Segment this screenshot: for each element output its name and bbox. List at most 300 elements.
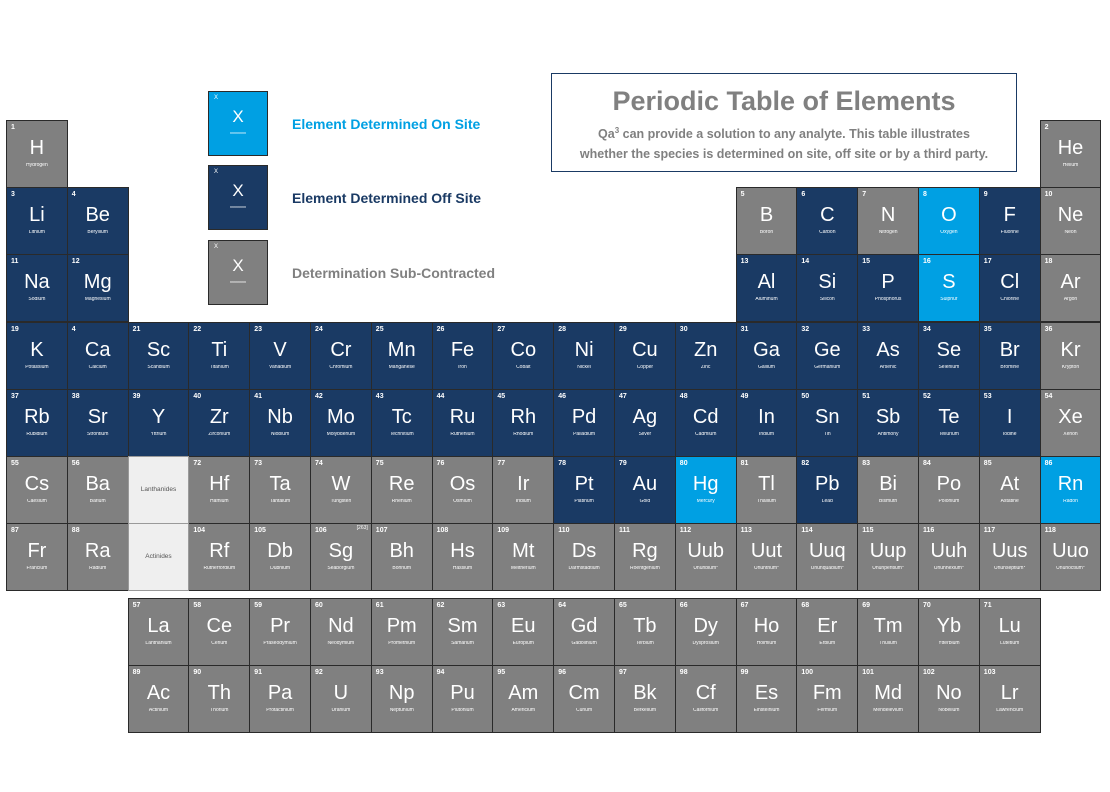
- element-name: Chlorine: [1000, 297, 1019, 302]
- element-symbol: Sr: [87, 406, 108, 428]
- element-symbol: Pm: [386, 615, 417, 637]
- element-cell-cm[interactable]: [553, 665, 615, 733]
- legend-swatch-onsite: [208, 91, 268, 156]
- element-cell-cd[interactable]: [675, 389, 737, 457]
- element-cell-kr[interactable]: [1040, 322, 1102, 390]
- element-symbol: I: [1006, 406, 1013, 428]
- element-cell-sb[interactable]: [857, 389, 919, 457]
- element-symbol: Uus: [991, 540, 1028, 562]
- element-cell-es[interactable]: [736, 665, 798, 733]
- element-name: Fluorine: [1000, 230, 1019, 235]
- element-cell-dy[interactable]: [675, 598, 737, 666]
- element-name: Meitnerium: [510, 566, 536, 571]
- element-symbol: Cm: [568, 682, 600, 704]
- element-name: Berkelium: [633, 708, 657, 713]
- atomic-number: 9: [983, 191, 988, 198]
- element-name: Ruthenium: [450, 432, 475, 437]
- element-name: Antimony: [877, 432, 899, 437]
- element-cell-uus[interactable]: [979, 523, 1041, 591]
- atomic-number: 1: [11, 124, 15, 131]
- element-symbol: Kr: [1060, 339, 1081, 361]
- element-name: Calcium: [88, 365, 107, 370]
- element-cell-rh[interactable]: [492, 389, 554, 457]
- atomic-number: 26: [436, 326, 445, 333]
- element-name: Einsteinium: [753, 708, 780, 713]
- element-symbol: B: [759, 204, 774, 226]
- element-symbol: Fm: [812, 682, 842, 704]
- element-cell-h[interactable]: [6, 120, 68, 188]
- atomic-number: 117: [983, 527, 996, 534]
- atomic-number: 3: [11, 191, 15, 198]
- element-name: Neodymium: [327, 641, 355, 646]
- element-cell-mg[interactable]: [67, 254, 129, 322]
- element-cell-uut[interactable]: [736, 523, 798, 591]
- element-symbol: He: [1057, 137, 1084, 159]
- atomic-number: 29: [619, 326, 627, 333]
- atomic-number: 23: [254, 326, 262, 333]
- element-cell-bi[interactable]: [857, 456, 919, 524]
- element-name: Bismuth: [879, 499, 898, 504]
- element-symbol: Rh: [510, 406, 537, 428]
- atomic-number: 56: [71, 460, 80, 467]
- element-name: Potassium: [25, 365, 49, 370]
- element-symbol: Es: [754, 682, 779, 704]
- element-cell-cl[interactable]: [979, 254, 1041, 322]
- element-cell-gd[interactable]: [553, 598, 615, 666]
- element-name: Gallium: [758, 365, 775, 370]
- element-name: Zinc: [700, 365, 711, 370]
- element-name: Osmium: [453, 499, 472, 504]
- element-cell-hs[interactable]: [432, 523, 494, 591]
- element-cell-db[interactable]: [249, 523, 311, 591]
- element-cell-br[interactable]: [979, 322, 1041, 390]
- element-cell-pr[interactable]: [249, 598, 311, 666]
- atomic-number: 96: [558, 669, 566, 676]
- atomic-number: 104: [193, 527, 206, 534]
- atomic-number: 5: [740, 191, 745, 198]
- element-name: Cadmium: [694, 432, 717, 437]
- element-cell-ce[interactable]: [188, 598, 250, 666]
- atomic-mass: [263]: [356, 525, 368, 531]
- element-name: Nobelium: [938, 708, 960, 713]
- legend-swatch-sub: [208, 240, 268, 305]
- element-name: Xenon: [1063, 432, 1078, 437]
- element-cell-hg[interactable]: [675, 456, 737, 524]
- element-cell-se[interactable]: [918, 322, 980, 390]
- element-symbol: Be: [85, 204, 110, 226]
- element-cell-hf[interactable]: [188, 456, 250, 524]
- atomic-number: 42: [315, 393, 323, 400]
- element-symbol: Ga: [753, 339, 780, 361]
- element-symbol: P: [881, 271, 895, 293]
- element-symbol: Pt: [574, 473, 594, 495]
- element-cell-ac[interactable]: [128, 665, 190, 733]
- element-symbol: Sg: [328, 540, 354, 562]
- element-cell-al[interactable]: [736, 254, 798, 322]
- atomic-number: 59: [254, 602, 262, 609]
- element-symbol: Ti: [211, 339, 228, 361]
- element-cell-md[interactable]: [857, 665, 919, 733]
- element-cell-yb[interactable]: [918, 598, 980, 666]
- element-cell-sn[interactable]: [796, 389, 858, 457]
- element-name: Lutetium: [1000, 641, 1020, 646]
- element-cell-uup[interactable]: [857, 523, 919, 591]
- element-name: Tantalum: [269, 499, 291, 504]
- element-cell-s[interactable]: [918, 254, 980, 322]
- element-cell-bk[interactable]: [614, 665, 676, 733]
- element-symbol: Sb: [875, 406, 901, 428]
- element-cell-zn[interactable]: [675, 322, 737, 390]
- element-cell-os[interactable]: [432, 456, 494, 524]
- atomic-number: 55: [11, 460, 19, 467]
- element-symbol: Ra: [84, 540, 111, 562]
- atomic-number: 21: [132, 326, 141, 333]
- atomic-number: 54: [1044, 393, 1053, 400]
- element-cell-u[interactable]: [310, 665, 372, 733]
- atomic-number: 66: [679, 602, 688, 609]
- element-name: Rubidium: [26, 432, 48, 437]
- element-symbol: Tm: [873, 615, 903, 637]
- atomic-number: 28: [558, 326, 566, 333]
- atomic-number: 22: [193, 326, 202, 333]
- element-cell-sc[interactable]: [128, 322, 190, 390]
- legend-swatch-symbol: X: [232, 181, 244, 200]
- element-cell-zr[interactable]: [188, 389, 250, 457]
- element-name: Promethium: [388, 641, 416, 646]
- element-symbol: At: [1000, 473, 1020, 495]
- element-cell-fm[interactable]: [796, 665, 858, 733]
- element-cell-lr[interactable]: [979, 665, 1041, 733]
- atomic-number: 80: [679, 460, 688, 467]
- element-cell-am[interactable]: [492, 665, 554, 733]
- atomic-number: 108: [436, 527, 449, 534]
- element-cell-ge[interactable]: [796, 322, 858, 390]
- atomic-number: 7: [862, 191, 867, 198]
- element-name: Iodine: [1002, 432, 1017, 437]
- element-symbol: Na: [24, 271, 50, 293]
- element-name: Tellurium: [938, 432, 959, 437]
- element-cell-mt[interactable]: [492, 523, 554, 591]
- element-name: Polonium: [938, 499, 960, 504]
- element-symbol: Lu: [998, 615, 1021, 637]
- element-symbol: U: [333, 682, 349, 704]
- element-symbol: Mo: [327, 406, 355, 428]
- element-cell-ru[interactable]: [432, 389, 494, 457]
- element-name: Sulphur: [940, 297, 958, 302]
- element-cell-na[interactable]: [6, 254, 68, 322]
- element-symbol: Ac: [146, 682, 171, 704]
- element-cell-ho[interactable]: [736, 598, 798, 666]
- element-symbol: Re: [388, 473, 415, 495]
- element-symbol: Cs: [24, 473, 50, 495]
- element-cell-k[interactable]: [6, 322, 68, 390]
- element-cell-f[interactable]: [979, 187, 1041, 255]
- element-name: Beryllium: [87, 230, 108, 235]
- element-cell-ga[interactable]: [736, 322, 798, 390]
- element-cell-ar[interactable]: [1040, 254, 1102, 322]
- element-cell-at[interactable]: [979, 456, 1041, 524]
- element-name: Aluminum: [755, 297, 778, 302]
- atomic-number: 92: [315, 669, 323, 676]
- element-symbol: Ru: [449, 406, 476, 428]
- element-name: Arsenic: [879, 365, 897, 370]
- atomic-number: 36: [1044, 326, 1053, 333]
- element-cell-pt[interactable]: [553, 456, 615, 524]
- atomic-number: 52: [923, 393, 931, 400]
- element-cell-er[interactable]: [796, 598, 858, 666]
- element-symbol: Ce: [206, 615, 233, 637]
- element-symbol: Rb: [24, 406, 50, 428]
- element-symbol: Rg: [632, 540, 658, 562]
- atomic-number: 31: [740, 326, 749, 333]
- element-cell-te[interactable]: [918, 389, 980, 457]
- title-box: [551, 73, 1017, 172]
- element-name: Molybdenum: [326, 432, 356, 437]
- atomic-number: 100: [801, 669, 814, 676]
- element-name: Selenium: [938, 365, 960, 370]
- element-cell-rg[interactable]: [614, 523, 676, 591]
- element-symbol: Mg: [83, 271, 112, 293]
- element-symbol: Fr: [27, 540, 47, 562]
- element-cell-po[interactable]: [918, 456, 980, 524]
- element-name: Lanthanium: [145, 641, 172, 646]
- atomic-number: 46: [558, 393, 566, 400]
- element-cell-cu[interactable]: [614, 322, 676, 390]
- element-name: Rhodium: [513, 432, 534, 437]
- element-cell-uuo[interactable]: [1040, 523, 1102, 591]
- element-name: Radium: [89, 566, 107, 571]
- placeholder-label: Actinides: [145, 553, 172, 560]
- element-cell-be[interactable]: [67, 187, 129, 255]
- element-cell-mn[interactable]: [371, 322, 433, 390]
- element-cell-ra[interactable]: [67, 523, 129, 591]
- element-cell-no[interactable]: [918, 665, 980, 733]
- atomic-number: 75: [375, 460, 384, 467]
- element-cell-o[interactable]: [918, 187, 980, 255]
- legend-swatch-symbol: X: [232, 107, 244, 126]
- element-cell-ne[interactable]: [1040, 187, 1102, 255]
- element-name: Actinium: [148, 708, 169, 713]
- element-symbol: Y: [151, 406, 166, 428]
- element-name: Hassium: [452, 566, 473, 571]
- element-cell-cf[interactable]: [675, 665, 737, 733]
- element-name: Palladium: [573, 432, 596, 437]
- atomic-number: 78: [558, 460, 566, 467]
- legend-swatch-offsite: [208, 165, 268, 230]
- element-cell-la[interactable]: [128, 598, 190, 666]
- element-name: Neon: [1064, 230, 1077, 235]
- element-cell-uub[interactable]: [675, 523, 737, 591]
- element-symbol: Eu: [511, 615, 536, 637]
- element-cell-cs[interactable]: [6, 456, 68, 524]
- element-cell-bh[interactable]: [371, 523, 433, 591]
- element-cell-p[interactable]: [857, 254, 919, 322]
- element-cell-ds[interactable]: [553, 523, 615, 591]
- element-cell-xe[interactable]: [1040, 389, 1102, 457]
- atomic-number: 38: [71, 393, 80, 400]
- element-name: Rhenium: [391, 499, 412, 504]
- element-symbol: Uuo: [1052, 540, 1089, 562]
- atomic-number: 85: [983, 460, 992, 467]
- atomic-number: 34: [923, 326, 931, 333]
- element-cell-pa[interactable]: [249, 665, 311, 733]
- element-cell-cr[interactable]: [310, 322, 372, 390]
- element-name: Titanium: [209, 365, 229, 370]
- atomic-number: 98: [679, 669, 688, 676]
- element-cell-pu[interactable]: [432, 665, 494, 733]
- element-cell-ca[interactable]: [67, 322, 129, 390]
- atomic-number: 14: [801, 258, 810, 265]
- element-name: Americium: [511, 708, 536, 713]
- element-name: Europium: [512, 641, 534, 646]
- element-name: Californium: [693, 708, 719, 713]
- element-cell-tm[interactable]: [857, 598, 919, 666]
- atomic-number: 8: [923, 191, 927, 198]
- element-cell-v[interactable]: [249, 322, 311, 390]
- element-cell-rb[interactable]: [6, 389, 68, 457]
- atomic-number: 69: [862, 602, 870, 609]
- element-cell-th[interactable]: [188, 665, 250, 733]
- legend-swatch-name: xxxxxxxx: [230, 204, 246, 209]
- atomic-number: 116: [923, 527, 935, 534]
- element-name: Ununseptium*: [993, 566, 1026, 571]
- atomic-number: 39: [132, 393, 141, 400]
- element-name: Barium: [89, 499, 106, 504]
- element-cell-w[interactable]: [310, 456, 372, 524]
- element-cell-fr[interactable]: [6, 523, 68, 591]
- element-name: Ununpentium*: [872, 566, 904, 571]
- element-symbol: Sc: [146, 339, 171, 361]
- element-symbol: Tb: [633, 615, 657, 637]
- element-name: Cobalt: [516, 365, 531, 370]
- element-symbol: Tl: [758, 473, 775, 495]
- atomic-number: 74: [315, 460, 323, 467]
- element-cell-c[interactable]: [796, 187, 858, 255]
- element-cell-tc[interactable]: [371, 389, 433, 457]
- element-symbol: Uup: [869, 540, 907, 562]
- element-cell-ni[interactable]: [553, 322, 615, 390]
- element-cell-tl[interactable]: [736, 456, 798, 524]
- element-name: Vanadium: [269, 365, 292, 370]
- element-cell-si[interactable]: [796, 254, 858, 322]
- element-cell-i[interactable]: [979, 389, 1041, 457]
- element-cell-ba[interactable]: [67, 456, 129, 524]
- atomic-number: 71: [983, 602, 992, 609]
- element-cell-y[interactable]: [128, 389, 190, 457]
- element-symbol: Pd: [571, 406, 597, 428]
- element-name: Fermium: [817, 708, 838, 713]
- element-cell-sg[interactable]: [310, 523, 372, 591]
- element-cell-lu[interactable]: [979, 598, 1041, 666]
- element-symbol: V: [273, 339, 287, 361]
- element-cell-ag[interactable]: [614, 389, 676, 457]
- element-symbol: Si: [818, 271, 837, 293]
- element-cell-he[interactable]: [1040, 120, 1102, 188]
- atomic-number: 70: [923, 602, 931, 609]
- element-symbol: Bi: [879, 473, 897, 495]
- element-name: Thorium: [210, 708, 229, 713]
- element-cell-uuq[interactable]: [796, 523, 858, 591]
- legend-swatch-number: X: [214, 244, 219, 250]
- element-name: Protactinium: [266, 708, 294, 713]
- element-cell-n[interactable]: [857, 187, 919, 255]
- element-name: Dysprosium: [692, 641, 719, 646]
- element-cell-ti[interactable]: [188, 322, 250, 390]
- element-cell-in[interactable]: [736, 389, 798, 457]
- element-cell-nb[interactable]: [249, 389, 311, 457]
- atomic-number: 111: [619, 527, 630, 534]
- element-cell-li[interactable]: [6, 187, 68, 255]
- element-symbol: Md: [874, 682, 902, 704]
- atomic-number: 81: [740, 460, 749, 467]
- element-cell-ta[interactable]: [249, 456, 311, 524]
- element-cell-co[interactable]: [492, 322, 554, 390]
- element-cell-rn[interactable]: [1040, 456, 1102, 524]
- element-symbol: Cf: [695, 682, 716, 704]
- element-cell-eu[interactable]: [492, 598, 554, 666]
- element-cell-as[interactable]: [857, 322, 919, 390]
- element-cell-pd[interactable]: [553, 389, 615, 457]
- element-name: Curium: [576, 708, 593, 713]
- description-superscript: 3: [614, 125, 620, 135]
- element-cell-re[interactable]: [371, 456, 433, 524]
- element-cell-nd[interactable]: [310, 598, 372, 666]
- element-cell-ir[interactable]: [492, 456, 554, 524]
- element-name: Cerium: [211, 641, 228, 646]
- element-name: Bromine: [1000, 365, 1019, 370]
- element-symbol: Ds: [571, 540, 597, 562]
- atomic-number: 94: [436, 669, 445, 676]
- element-symbol: Er: [817, 615, 838, 637]
- element-cell-sm[interactable]: [432, 598, 494, 666]
- atomic-number: 19: [11, 326, 19, 333]
- atomic-number: 33: [862, 326, 870, 333]
- element-symbol: Yb: [936, 615, 962, 637]
- element-cell-fe[interactable]: [432, 322, 494, 390]
- element-cell-tb[interactable]: [614, 598, 676, 666]
- legend-label-onsite: Element Determined On Site: [292, 116, 481, 132]
- atomic-number: 106: [315, 527, 327, 534]
- element-cell-au[interactable]: [614, 456, 676, 524]
- element-cell-b[interactable]: [736, 187, 798, 255]
- element-name: Carbon: [819, 230, 836, 235]
- element-name: Samarium: [451, 641, 474, 646]
- element-name: Scandium: [147, 365, 170, 370]
- element-symbol: In: [758, 406, 775, 428]
- atomic-number: 73: [254, 460, 262, 467]
- element-cell-pm[interactable]: [371, 598, 433, 666]
- placeholder-lanthanides: [128, 456, 190, 524]
- element-name: Germanium: [814, 365, 841, 370]
- atomic-number: 37: [11, 393, 19, 400]
- atomic-number: 91: [254, 669, 262, 676]
- element-name: Tin: [823, 432, 831, 437]
- legend-label-offsite: Element Determined Off Site: [292, 190, 482, 206]
- element-cell-pb[interactable]: [796, 456, 858, 524]
- element-cell-np[interactable]: [371, 665, 433, 733]
- atomic-number: 30: [679, 326, 688, 333]
- element-cell-rf[interactable]: [188, 523, 250, 591]
- element-cell-mo[interactable]: [310, 389, 372, 457]
- element-cell-uuh[interactable]: [918, 523, 980, 591]
- element-cell-sr[interactable]: [67, 389, 129, 457]
- atomic-number: 76: [436, 460, 445, 467]
- element-name: Thallium: [757, 499, 776, 504]
- atomic-number: 13: [740, 258, 749, 265]
- atomic-number: 63: [497, 602, 506, 609]
- atomic-number: 67: [740, 602, 749, 609]
- atomic-number: 112: [679, 527, 692, 534]
